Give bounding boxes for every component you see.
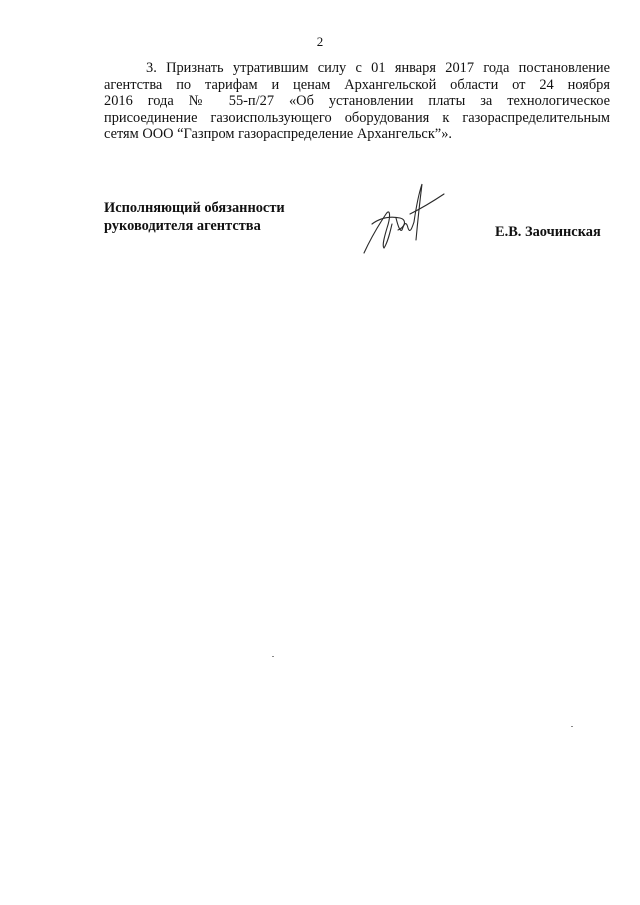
body-paragraph <box>104 60 610 143</box>
signer-title-line: Исполняющий обязанности <box>104 200 285 216</box>
paragraph-line: присоединение газоиспользующего оборудования к газораспределительным <box>104 109 610 126</box>
paragraph-line: 2016 года № 55-п/27 «Об установлении платы за технологическое <box>104 93 610 109</box>
handwritten-signature <box>360 178 450 258</box>
paragraph-line: агентства по тарифам и ценам Архангельской области от 24 ноября <box>104 76 610 93</box>
page-number: 2 <box>316 34 324 49</box>
paragraph-line: 3. Признать утратившим силу с 01 января 2017 года постановление <box>146 60 610 76</box>
signer-name: Е.В. Заочинская <box>495 224 601 240</box>
signer-title <box>104 199 285 235</box>
paragraph-line: сетям ООО “Газпром газораспределение Архангельск”». <box>104 126 452 142</box>
scan-speck <box>272 656 274 657</box>
signer-title-line: руководителя агентства <box>104 218 261 234</box>
scan-speck <box>571 726 573 727</box>
